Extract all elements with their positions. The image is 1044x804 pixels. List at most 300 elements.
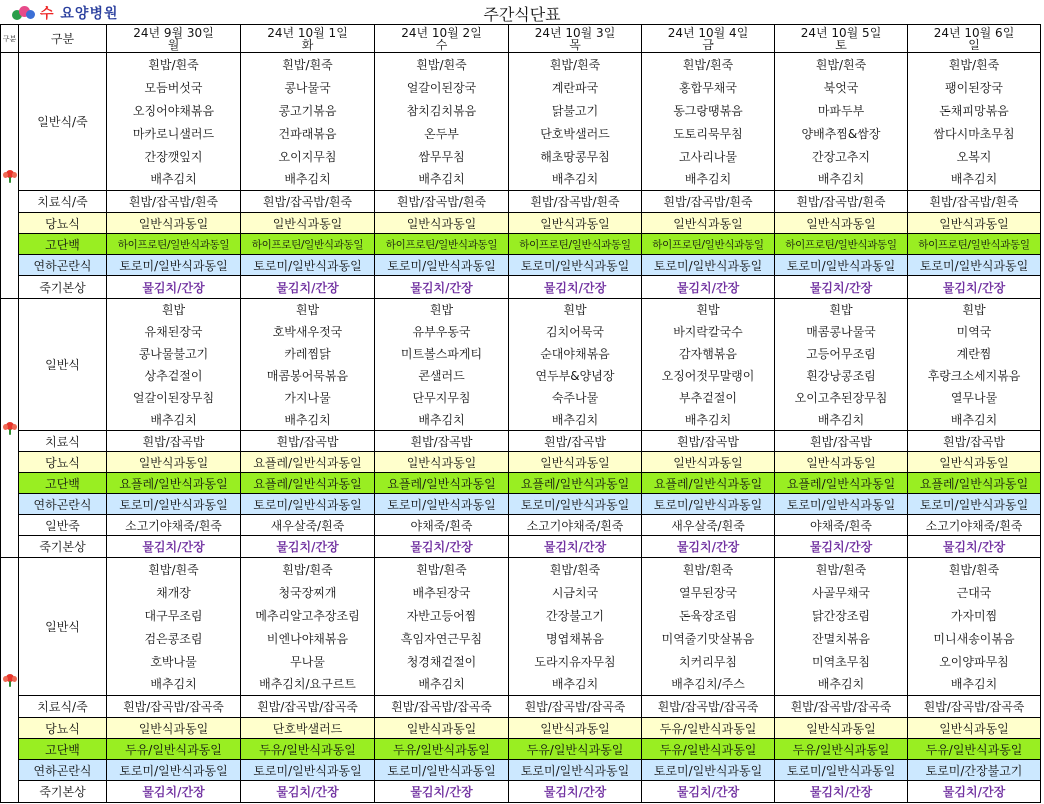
menu-cell: 일반식과동일 <box>375 452 509 473</box>
menu-cell: 일반식과동일 <box>241 213 375 234</box>
menu-cell: 오복지 <box>908 145 1041 168</box>
lunch-row <box>1 321 1041 343</box>
dinner-row <box>1 760 1041 781</box>
menu-cell: 배추김치 <box>642 409 775 431</box>
menu-cell: 간장고추지 <box>775 145 908 168</box>
menu-cell: 흰밥/흰죽 <box>509 558 642 581</box>
menu-cell: 흰밥/잡곡밥 <box>908 431 1041 452</box>
row-label: 죽기본상 <box>19 781 107 803</box>
header-row <box>1 25 1041 53</box>
menu-cell: 닭간장조림 <box>775 604 908 627</box>
menu-cell: 흰밥/흰죽 <box>775 558 908 581</box>
menu-cell: 물김치/간장 <box>775 276 908 299</box>
menu-cell: 배추김치 <box>107 409 241 431</box>
menu-cell: 두유/일반식과동일 <box>241 739 375 760</box>
row-label: 연하곤란식 <box>19 494 107 515</box>
menu-cell: 미역줄기맛살볶음 <box>642 627 775 650</box>
menu-cell: 토로미/일반식과동일 <box>107 255 241 276</box>
breakfast-row <box>1 191 1041 213</box>
menu-cell: 토로미/일반식과동일 <box>107 494 241 515</box>
menu-cell: 일반식과동일 <box>908 213 1041 234</box>
menu-cell: 흰밥/흰죽 <box>908 53 1041 76</box>
row-label: 고단백 <box>19 473 107 494</box>
logo-text: 수 요양병원 <box>40 6 119 22</box>
menu-cell: 숙주나물 <box>509 387 642 409</box>
menu-cell: 배추김치 <box>107 168 241 191</box>
menu-cell: 치커리무침 <box>642 650 775 673</box>
day-weekday: 화 <box>301 37 314 52</box>
menu-cell: 유채된장국 <box>107 321 241 343</box>
menu-cell: 흰밥/흰죽 <box>241 53 375 76</box>
lunch-row <box>1 515 1041 536</box>
menu-cell: 배추김치 <box>908 409 1041 431</box>
menu-cell: 물김치/간장 <box>241 276 375 299</box>
menu-cell: 흰밥/잡곡밥/잡곡죽 <box>642 696 775 718</box>
menu-cell: 배추김치 <box>775 673 908 696</box>
menu-cell: 배추된장국 <box>375 581 509 604</box>
menu-cell: 오이지무침 <box>241 145 375 168</box>
menu-cell: 하이프로틴/일반식과동일 <box>775 234 908 255</box>
menu-cell: 대구무조림 <box>107 604 241 627</box>
menu-cell: 하이프로틴/일반식과동일 <box>509 234 642 255</box>
menu-cell: 배추김치 <box>642 168 775 191</box>
menu-cell: 단호박샐러드 <box>241 718 375 739</box>
menu-cell: 쌈다시마초무침 <box>908 122 1041 145</box>
menu-cell: 토로미/일반식과동일 <box>375 255 509 276</box>
day-header <box>241 25 375 53</box>
breakfast-row <box>1 76 1041 99</box>
menu-cell: 토로미/일반식과동일 <box>908 494 1041 515</box>
breakfast-row <box>1 168 1041 191</box>
page-title: 주간식단표 <box>483 5 561 24</box>
menu-cell: 시금치국 <box>509 581 642 604</box>
menu-cell: 물김치/간장 <box>107 781 241 803</box>
menu-cell: 요플레/일반식과동일 <box>642 473 775 494</box>
menu-cell: 물김치/간장 <box>509 781 642 803</box>
breakfast-row <box>1 145 1041 168</box>
menu-cell: 물김치/간장 <box>908 536 1041 558</box>
menu-cell: 토로미/일반식과동일 <box>509 494 642 515</box>
breakfast-row <box>1 255 1041 276</box>
menu-cell: 일반식과동일 <box>509 213 642 234</box>
dinner-row <box>1 696 1041 718</box>
menu-cell: 오이양파무침 <box>908 650 1041 673</box>
row-label: 치료식/죽 <box>19 191 107 213</box>
menu-cell: 물김치/간장 <box>775 536 908 558</box>
day-date: 24년 10월 5일 <box>800 25 882 40</box>
lunch-row <box>1 431 1041 452</box>
breakfast-row <box>1 213 1041 234</box>
menu-cell: 홍합무채국 <box>642 76 775 99</box>
menu-cell: 일반식과동일 <box>642 213 775 234</box>
menu-cell: 토로미/일반식과동일 <box>509 255 642 276</box>
menu-cell: 미니새송이볶음 <box>908 627 1041 650</box>
flower-icon <box>3 169 17 183</box>
row-label: 당뇨식 <box>19 452 107 473</box>
menu-cell: 배추김치 <box>375 168 509 191</box>
menu-cell: 모듬버섯국 <box>107 76 241 99</box>
menu-cell: 요플레/일반식과동일 <box>241 452 375 473</box>
menu-cell: 배추김치/요구르트 <box>241 673 375 696</box>
menu-cell: 배추김치 <box>775 168 908 191</box>
row-label: 치료식/죽 <box>19 696 107 718</box>
menu-cell: 흰밥/잡곡밥 <box>375 431 509 452</box>
menu-cell: 흰밥 <box>509 299 642 321</box>
menu-cell: 흰밥/잡곡밥/흰죽 <box>642 191 775 213</box>
menu-cell: 청국장찌개 <box>241 581 375 604</box>
dinner-row <box>1 627 1041 650</box>
menu-cell: 흰밥/잡곡밥 <box>775 431 908 452</box>
menu-cell: 배추김치 <box>509 673 642 696</box>
menu-cell: 흰밥 <box>908 299 1041 321</box>
menu-cell: 두유/일반식과동일 <box>642 718 775 739</box>
menu-cell: 미역초무침 <box>775 650 908 673</box>
row-label: 일반식 <box>19 299 107 431</box>
menu-cell: 배추김치/주스 <box>642 673 775 696</box>
menu-cell: 참치김치볶음 <box>375 99 509 122</box>
menu-cell: 연두부&양념장 <box>509 365 642 387</box>
row-label: 죽기본상 <box>19 536 107 558</box>
menu-cell: 유부우동국 <box>375 321 509 343</box>
menu-cell: 매콤봉어묵볶음 <box>241 365 375 387</box>
menu-cell: 가자미찜 <box>908 604 1041 627</box>
menu-cell: 카레찜닭 <box>241 343 375 365</box>
day-header <box>509 25 642 53</box>
day-date: 24년 10월 4일 <box>667 25 749 40</box>
menu-cell: 두유/일반식과동일 <box>775 739 908 760</box>
menu-cell: 소고기야채죽/흰죽 <box>509 515 642 536</box>
menu-cell: 돈육장조림 <box>642 604 775 627</box>
day-weekday: 일 <box>968 37 980 52</box>
menu-cell: 호박새우젓국 <box>241 321 375 343</box>
lunch-row <box>1 299 1041 321</box>
menu-cell: 요플레/일반식과동일 <box>375 473 509 494</box>
menu-cell: 흰밥/잡곡밥 <box>241 431 375 452</box>
menu-cell: 흰밥/흰죽 <box>375 558 509 581</box>
menu-cell: 도라지유자무침 <box>509 650 642 673</box>
menu-cell: 배추김치 <box>509 168 642 191</box>
row-label: 당뇨식 <box>19 718 107 739</box>
menu-cell: 물김치/간장 <box>107 536 241 558</box>
breakfast-row <box>1 53 1041 76</box>
dinner-row <box>1 581 1041 604</box>
menu-cell: 일반식과동일 <box>908 452 1041 473</box>
lunch-row <box>1 387 1041 409</box>
day-date: 24년 10월 6일 <box>933 25 1015 40</box>
menu-cell: 물김치/간장 <box>775 781 908 803</box>
menu-cell: 콩나물불고기 <box>107 343 241 365</box>
corner-label: 구분 <box>1 25 19 53</box>
menu-cell: 토로미/일반식과동일 <box>642 255 775 276</box>
menu-cell: 배추김치 <box>107 673 241 696</box>
menu-cell: 쌈무무침 <box>375 145 509 168</box>
menu-cell: 일반식과동일 <box>908 718 1041 739</box>
dinner-row <box>1 650 1041 673</box>
dinner-meal-icon-cell <box>1 558 19 803</box>
menu-cell: 배추김치 <box>241 409 375 431</box>
day-weekday: 목 <box>569 37 581 52</box>
menu-cell: 흰밥/잡곡밥/잡곡죽 <box>241 696 375 718</box>
menu-cell: 팽이된장국 <box>908 76 1041 99</box>
menu-cell: 배추김치 <box>375 409 509 431</box>
dinner-row <box>1 673 1041 696</box>
menu-cell: 매콤콩나물국 <box>775 321 908 343</box>
menu-cell: 채개장 <box>107 581 241 604</box>
menu-cell: 고사리나물 <box>642 145 775 168</box>
menu-cell: 흰강낭콩조림 <box>775 365 908 387</box>
menu-cell: 열무된장국 <box>642 581 775 604</box>
weekly-menu-table <box>0 24 1041 803</box>
menu-cell: 물김치/간장 <box>642 276 775 299</box>
menu-cell: 배추김치 <box>908 673 1041 696</box>
menu-cell: 흰밥/흰죽 <box>107 53 241 76</box>
lunch-row <box>1 473 1041 494</box>
lunch-row <box>1 536 1041 558</box>
menu-cell: 흰밥/흰죽 <box>509 53 642 76</box>
menu-cell: 콩나물국 <box>241 76 375 99</box>
menu-cell: 흰밥/잡곡밥/잡곡죽 <box>107 696 241 718</box>
menu-cell: 토로미/일반식과동일 <box>375 494 509 515</box>
row-label: 고단백 <box>19 234 107 255</box>
menu-cell: 토로미/일반식과동일 <box>509 760 642 781</box>
row-label: 당뇨식 <box>19 213 107 234</box>
day-header <box>908 25 1041 53</box>
menu-cell: 흰밥/잡곡밥 <box>642 431 775 452</box>
menu-cell: 자반고등어찜 <box>375 604 509 627</box>
menu-cell: 하이프로틴/일반식과동일 <box>107 234 241 255</box>
menu-cell: 열무나물 <box>908 387 1041 409</box>
menu-cell: 토로미/일반식과동일 <box>241 494 375 515</box>
menu-cell: 요플레/일반식과동일 <box>775 473 908 494</box>
menu-cell: 야채죽/흰죽 <box>375 515 509 536</box>
menu-cell: 토로미/일반식과동일 <box>241 760 375 781</box>
menu-cell: 야채죽/흰죽 <box>775 515 908 536</box>
menu-cell: 잔멸치볶음 <box>775 627 908 650</box>
menu-cell: 상추겉절이 <box>107 365 241 387</box>
dinner-row <box>1 781 1041 803</box>
menu-cell: 북엇국 <box>775 76 908 99</box>
menu-cell: 토로미/일반식과동일 <box>107 760 241 781</box>
menu-cell: 하이프로틴/일반식과동일 <box>642 234 775 255</box>
menu-cell: 하이프로틴/일반식과동일 <box>241 234 375 255</box>
menu-cell: 마파두부 <box>775 99 908 122</box>
menu-cell: 흰밥 <box>642 299 775 321</box>
menu-cell: 흰밥/잡곡밥/흰죽 <box>509 191 642 213</box>
menu-cell: 물김치/간장 <box>375 536 509 558</box>
menu-cell: 흰밥/잡곡밥/흰죽 <box>375 191 509 213</box>
menu-cell: 배추김치 <box>375 673 509 696</box>
menu-cell: 김치어묵국 <box>509 321 642 343</box>
menu-cell: 토로미/간장불고기 <box>908 760 1041 781</box>
menu-cell: 흰밥/잡곡밥/잡곡죽 <box>908 696 1041 718</box>
lunch-row <box>1 494 1041 515</box>
menu-cell: 메추리알고추장조림 <box>241 604 375 627</box>
day-header <box>775 25 908 53</box>
menu-cell: 근대국 <box>908 581 1041 604</box>
breakfast-row <box>1 234 1041 255</box>
menu-cell: 토로미/일반식과동일 <box>775 760 908 781</box>
menu-cell: 흰밥/잡곡밥/흰죽 <box>107 191 241 213</box>
menu-cell: 흰밥/흰죽 <box>642 53 775 76</box>
menu-cell: 일반식과동일 <box>642 452 775 473</box>
menu-cell: 물김치/간장 <box>908 781 1041 803</box>
menu-cell: 흰밥/잡곡밥 <box>107 431 241 452</box>
flower-icon <box>3 421 17 435</box>
menu-cell: 청경채겉절이 <box>375 650 509 673</box>
menu-cell: 하이프로틴/일반식과동일 <box>908 234 1041 255</box>
menu-cell: 후랑크소세지볶음 <box>908 365 1041 387</box>
menu-cell: 흰밥/잡곡밥/흰죽 <box>775 191 908 213</box>
menu-cell: 온두부 <box>375 122 509 145</box>
menu-cell: 도토리묵무침 <box>642 122 775 145</box>
menu-cell: 요플레/일반식과동일 <box>509 473 642 494</box>
menu-cell: 해초땅콩무침 <box>509 145 642 168</box>
menu-cell: 토로미/일반식과동일 <box>642 760 775 781</box>
day-date: 24년 10월 1일 <box>267 25 348 40</box>
lunch-row <box>1 452 1041 473</box>
menu-cell: 흰밥 <box>775 299 908 321</box>
menu-cell: 흰밥 <box>107 299 241 321</box>
menu-cell: 토로미/일반식과동일 <box>908 255 1041 276</box>
menu-cell: 흰밥/흰죽 <box>908 558 1041 581</box>
menu-cell: 새우살죽/흰죽 <box>241 515 375 536</box>
menu-cell: 콩고기볶음 <box>241 99 375 122</box>
menu-cell: 배추김치 <box>908 168 1041 191</box>
menu-cell: 오이고추된장무침 <box>775 387 908 409</box>
menu-cell: 물김치/간장 <box>908 276 1041 299</box>
menu-cell: 닭불고기 <box>509 99 642 122</box>
menu-cell: 일반식과동일 <box>375 718 509 739</box>
menu-cell: 무나물 <box>241 650 375 673</box>
day-date: 24년 10월 3일 <box>534 25 616 40</box>
lunch-row <box>1 343 1041 365</box>
menu-cell: 흰밥 <box>375 299 509 321</box>
menu-cell: 흰밥/흰죽 <box>775 53 908 76</box>
dinner-row <box>1 558 1041 581</box>
menu-cell: 일반식과동일 <box>509 452 642 473</box>
menu-cell: 하이프로틴/일반식과동일 <box>375 234 509 255</box>
menu-cell: 흰밥/흰죽 <box>107 558 241 581</box>
menu-cell: 소고기야채죽/흰죽 <box>107 515 241 536</box>
day-date: 24년 10월 2일 <box>401 25 482 40</box>
menu-cell: 일반식과동일 <box>107 213 241 234</box>
breakfast-row <box>1 99 1041 122</box>
menu-cell: 단무지무침 <box>375 387 509 409</box>
menu-cell: 일반식과동일 <box>775 718 908 739</box>
menu-cell: 일반식과동일 <box>107 718 241 739</box>
menu-cell: 토로미/일반식과동일 <box>775 255 908 276</box>
row-label: 고단백 <box>19 739 107 760</box>
day-weekday: 토 <box>835 37 847 52</box>
menu-cell: 콘샐러드 <box>375 365 509 387</box>
menu-cell: 일반식과동일 <box>375 213 509 234</box>
menu-cell: 물김치/간장 <box>241 781 375 803</box>
menu-cell: 순대야채볶음 <box>509 343 642 365</box>
menu-cell: 계란파국 <box>509 76 642 99</box>
row-label: 연하곤란식 <box>19 760 107 781</box>
row-label: 치료식 <box>19 431 107 452</box>
menu-cell: 마카로니샐러드 <box>107 122 241 145</box>
menu-cell: 토로미/일반식과동일 <box>775 494 908 515</box>
menu-cell: 고등어무조림 <box>775 343 908 365</box>
menu-cell: 배추김치 <box>241 168 375 191</box>
menu-cell: 명엽채볶음 <box>509 627 642 650</box>
menu-cell: 일반식과동일 <box>107 452 241 473</box>
menu-cell: 토로미/일반식과동일 <box>241 255 375 276</box>
menu-cell: 요플레/일반식과동일 <box>107 473 241 494</box>
menu-cell: 미역국 <box>908 321 1041 343</box>
menu-cell: 토로미/일반식과동일 <box>375 760 509 781</box>
menu-cell: 가지나물 <box>241 387 375 409</box>
menu-cell: 얼갈이된장무침 <box>107 387 241 409</box>
dinner-row <box>1 718 1041 739</box>
menu-cell: 물김치/간장 <box>375 781 509 803</box>
day-header <box>642 25 775 53</box>
day-date: 24년 9월 30일 <box>133 25 214 40</box>
menu-cell: 물김치/간장 <box>241 536 375 558</box>
dinner-row <box>1 604 1041 627</box>
menu-cell: 토로미/일반식과동일 <box>642 494 775 515</box>
day-weekday: 월 <box>167 37 180 52</box>
menu-cell: 건파래볶음 <box>241 122 375 145</box>
lunch-row <box>1 409 1041 431</box>
menu-cell: 두유/일반식과동일 <box>908 739 1041 760</box>
row-label: 죽기본상 <box>19 276 107 299</box>
row-label: 일반식/죽 <box>19 53 107 191</box>
menu-cell: 단호박샐러드 <box>509 122 642 145</box>
menu-cell: 새우살죽/흰죽 <box>642 515 775 536</box>
menu-cell: 일반식과동일 <box>509 718 642 739</box>
menu-cell: 흰밥/잡곡밥/잡곡죽 <box>509 696 642 718</box>
menu-cell: 배추김치 <box>509 409 642 431</box>
menu-cell: 물김치/간장 <box>509 536 642 558</box>
row-header-label: 구분 <box>19 25 107 53</box>
menu-cell: 흰밥/흰죽 <box>642 558 775 581</box>
menu-cell: 물김치/간장 <box>642 536 775 558</box>
menu-cell: 흰밥/잡곡밥/잡곡죽 <box>775 696 908 718</box>
menu-cell: 얼갈이된장국 <box>375 76 509 99</box>
breakfast-row <box>1 122 1041 145</box>
menu-cell: 두유/일반식과동일 <box>642 739 775 760</box>
menu-cell: 물김치/간장 <box>509 276 642 299</box>
menu-cell: 흰밥 <box>241 299 375 321</box>
menu-cell: 일반식과동일 <box>775 452 908 473</box>
menu-cell: 오징어젓무말랭이 <box>642 365 775 387</box>
menu-cell: 동그랑땡볶음 <box>642 99 775 122</box>
menu-cell: 사골무채국 <box>775 581 908 604</box>
menu-cell: 부추겉절이 <box>642 387 775 409</box>
menu-cell: 검은콩조림 <box>107 627 241 650</box>
menu-cell: 오징어야채볶음 <box>107 99 241 122</box>
menu-cell: 배추김치 <box>775 409 908 431</box>
breakfast-meal-icon-cell <box>1 53 19 299</box>
day-weekday: 금 <box>702 37 714 52</box>
row-label: 일반죽 <box>19 515 107 536</box>
lunch-meal-icon-cell <box>1 299 19 558</box>
menu-cell: 흰밥/흰죽 <box>375 53 509 76</box>
menu-cell: 물김치/간장 <box>642 781 775 803</box>
menu-cell: 흰밥/흰죽 <box>241 558 375 581</box>
menu-cell: 요플레/일반식과동일 <box>241 473 375 494</box>
menu-cell: 일반식과동일 <box>775 213 908 234</box>
menu-cell: 두유/일반식과동일 <box>509 739 642 760</box>
menu-cell: 물김치/간장 <box>375 276 509 299</box>
menu-cell: 흰밥/잡곡밥/흰죽 <box>908 191 1041 213</box>
lunch-row <box>1 365 1041 387</box>
day-header <box>107 25 241 53</box>
dinner-row <box>1 739 1041 760</box>
menu-cell: 계란찜 <box>908 343 1041 365</box>
